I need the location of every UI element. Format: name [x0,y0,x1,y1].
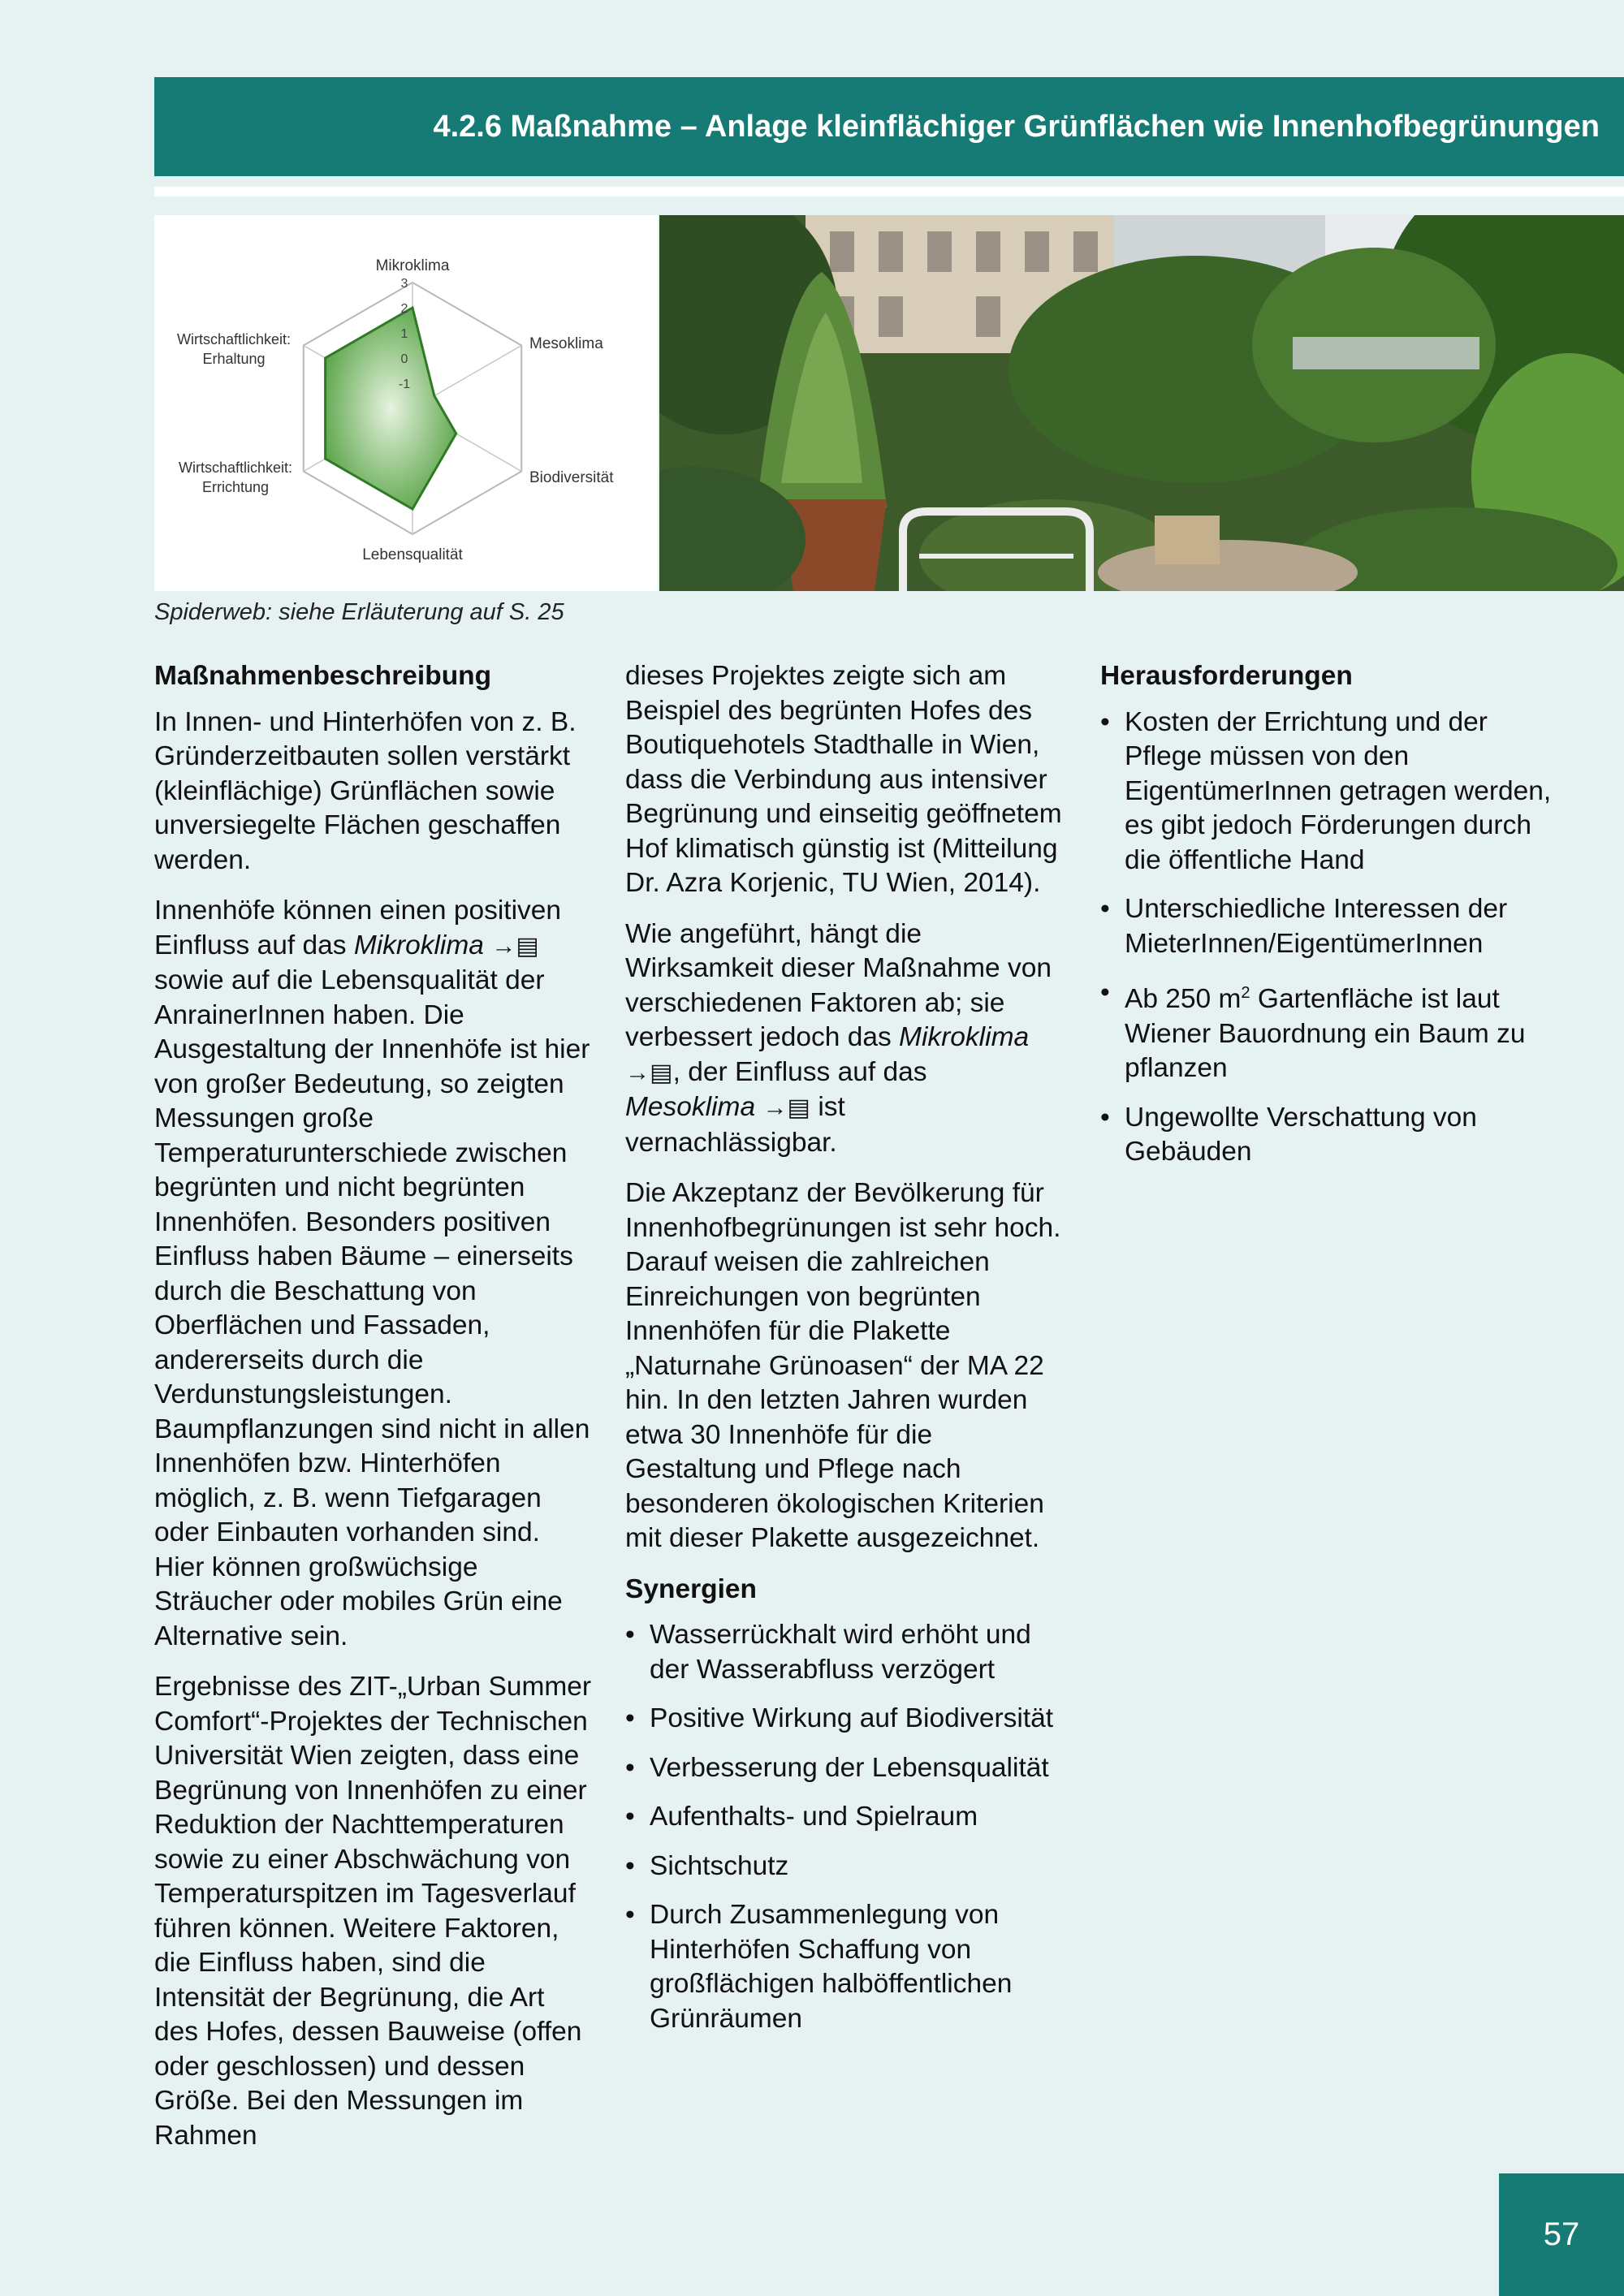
glossary-link-icon[interactable]: →▤ [491,932,539,960]
paragraph-akzeptanz: Die Akzeptanz der Bevölkerung für Innenhofbegrünungen ist sehr hoch. Darauf weisen die zahlreichen Einreichungen von begrünten Innenhöfen für die Plakette „Naturnahe Grünoasen“ der MA 22 hin. In den letzten Jahren wurden etwa 30 Innenhöfe für die Gestaltung und Pflege nach besonderen ökologischen Kriterien mit dieser Plakette ausgezeichnet. [625,1178,1061,1553]
courtyard-photo [659,215,1624,591]
list-item [625,1800,1064,1835]
bullet-icon: • [625,1900,635,1930]
paragraph-ergebnisse: Ergebnisse des ZIT-„Urban Summer Comfort“-Projektes der Technischen Universität Wien zeigten, dass eine Begrünung von Innenhöfen zu einer Reduktion der Nachttemperaturen sowie zu einer Abschwächung von Temperaturspitzen im Tagesverlauf führen können. Weitere Faktoren, die Einfluss haben, sind die Intensität der Begrünung, die Art des Hofes, dessen Bauweise (offen oder geschlossen) und dessen Größe. Bei den Messungen im Rahmen [154,1672,592,2151]
section-title: 4.2.6 Maßnahme – Anlage kleinflächiger Grünflächen wie Innenhofbegrünungen [433,110,1600,144]
spiderweb-chart [154,215,658,591]
section-header-bar [154,77,1624,176]
heading-synergien: Synergien [625,1573,757,1604]
tick-label: 0 [400,352,408,366]
tick-label: 3 [400,277,408,291]
bullet-icon: • [625,1752,635,1783]
axis-label-erhaltung-line1: Wirtschaftlichkeit: [176,331,292,347]
list-item-text: Ungewollte Verschattung von Gebäuden [1125,1102,1477,1167]
axis-label-mesoklima: Mesoklima [529,335,603,352]
glossary-link-icon[interactable]: →▤ [762,1094,811,1121]
term-mikroklima: Mikroklima [353,930,484,960]
bullet-icon: • [1100,706,1110,737]
bullet-icon: • [1100,894,1110,924]
tick-label: -1 [398,378,411,391]
text-segment: Wie angeführt, hängt die Wirksamkeit dieser Maßnahme von verschiedenen Faktoren ab; sie verbessert jedoch das [625,918,1052,1052]
bullet-icon: • [1100,978,1110,1008]
term-mesoklima: Mesoklima [625,1092,756,1122]
bullet-icon: • [625,1802,635,1832]
heading-herausforderungen: Herausforderungen [1100,661,1353,691]
list-item-text: Aufenthalts- und Spielraum [650,1802,978,1832]
synergies-list [625,1618,1064,2036]
list-item [625,1702,1064,1737]
axis-label-errichtung-line1: Wirtschaftlichkeit: [178,460,293,476]
axis-label-lebensqualitaet: Lebensqualität [362,546,463,563]
list-item-text: Unterschiedliche Interessen der MieterInnen/EigentümerInnen [1125,894,1508,959]
axis-label-errichtung-line2: Errichtung [201,479,270,495]
tick-label: 1 [400,327,408,341]
chart-data-polygon [326,308,456,509]
text-segment: sowie auf die Lebensqualität der AnrainerInnen haben. Die Ausgestaltung der Innenhöfe ist hier von großer Bedeutung, so zeigten Messungen große Temperaturunterschiede zwischen begrünten und nicht begrünten Innenhöfen. Besonders positiven Einfluss haben Bäume – einerseits durch die Beschattung von Oberflächen und Fassaden, andererseits durch die Verdunstungsleistungen. Baumpflanzungen sind nicht in allen Innenhöfen bzw. Hinterhöfen möglich, z. B. wenn Tiefgaragen oder Einbauten vorhanden sind. Hier können großwüchsige Sträucher oder mobiles Grün eine Alternative sein. [154,965,590,1651]
list-item [1100,706,1555,878]
column-1 [154,659,593,2169]
axis-label-biodiversitaet: Biodiversität [529,469,614,486]
header-divider [154,187,1624,196]
paragraph-continuation: dieses Projektes zeigte sich am Beispiel des begrünten Hofes des Boutiquehotels Stadthalle in Wien, dass die Verbindung aus intensiver Begrünung und einseitig geöffnetem Hof klimatisch günstig ist (Mitteilung Dr. Azra Korjenic, TU Wien, 2014). [625,661,1062,898]
bullet-icon: • [625,1850,635,1881]
text-segment: Ab 250 m [1125,984,1242,1015]
list-item [1100,892,1555,961]
list-item-text: Positive Wirkung auf Biodiversität [650,1703,1054,1733]
axis-label-mikroklima: Mikroklima [375,257,450,274]
list-item-text: Sichtschutz [650,1850,789,1881]
list-item-text [1125,984,1526,1083]
bullet-icon: • [625,1620,635,1650]
superscript: 2 [1241,984,1250,1002]
page-number-box [1499,2173,1624,2296]
column-3 [1100,659,1555,1185]
text-segment: ist vernachlässigbar. [625,1092,845,1158]
list-item [625,1751,1064,1786]
paragraph-intro: In Innen- und Hinterhöfen von z. B. Gründerzeitbauten sollen verstärkt (kleinflächige) Grünflächen sowie unversiegelte Flächen geschaffen werden. [154,706,577,875]
list-item [1100,976,1555,1086]
tick-label: 2 [400,302,408,316]
text-segment: Gartenfläche ist laut Wiener Bauordnung ein Baum zu pflanzen [1125,984,1526,1084]
list-item-text: Durch Zusammenlegung von Hinterhöfen Schaffung von großflächigen halböffentlichen Grünräumen [650,1900,1013,2034]
list-item [625,1618,1064,1687]
list-item [625,1898,1064,2036]
term-mikroklima: Mikroklima [899,1022,1030,1052]
list-item [1100,1101,1555,1170]
figure-caption: Spiderweb: siehe Erläuterung auf S. 25 [154,599,564,625]
text-segment: Innenhöfe können einen positiven Einfluss auf das [154,896,562,960]
bullet-icon: • [625,1703,635,1733]
paragraph-innenhoefe [154,894,593,1654]
list-item-text: Kosten der Errichtung und der Pflege müssen von den EigentümerInnen getragen werden, es gibt jedoch Förderungen durch die öffentliche Hand [1125,706,1552,875]
challenges-list [1100,706,1555,1170]
heading-massnahmenbeschreibung: Maßnahmenbeschreibung [154,661,492,691]
list-item-text: Wasserrückhalt wird erhöht und der Wasserabfluss verzögert [650,1620,1031,1685]
glossary-link-icon[interactable]: →▤ [625,1059,673,1086]
list-item [625,1849,1064,1884]
paragraph-wirksamkeit [625,917,1064,1161]
spiderweb-chart-panel [154,215,658,591]
list-item-text: Verbesserung der Lebensqualität [650,1752,1049,1783]
text-segment: , der Einfluss auf das [672,1056,927,1087]
axis-label-erhaltung-line2: Erhaltung [202,351,266,367]
bullet-icon: • [1100,1102,1110,1133]
page-number: 57 [1543,2216,1580,2252]
column-2 [625,659,1064,2051]
